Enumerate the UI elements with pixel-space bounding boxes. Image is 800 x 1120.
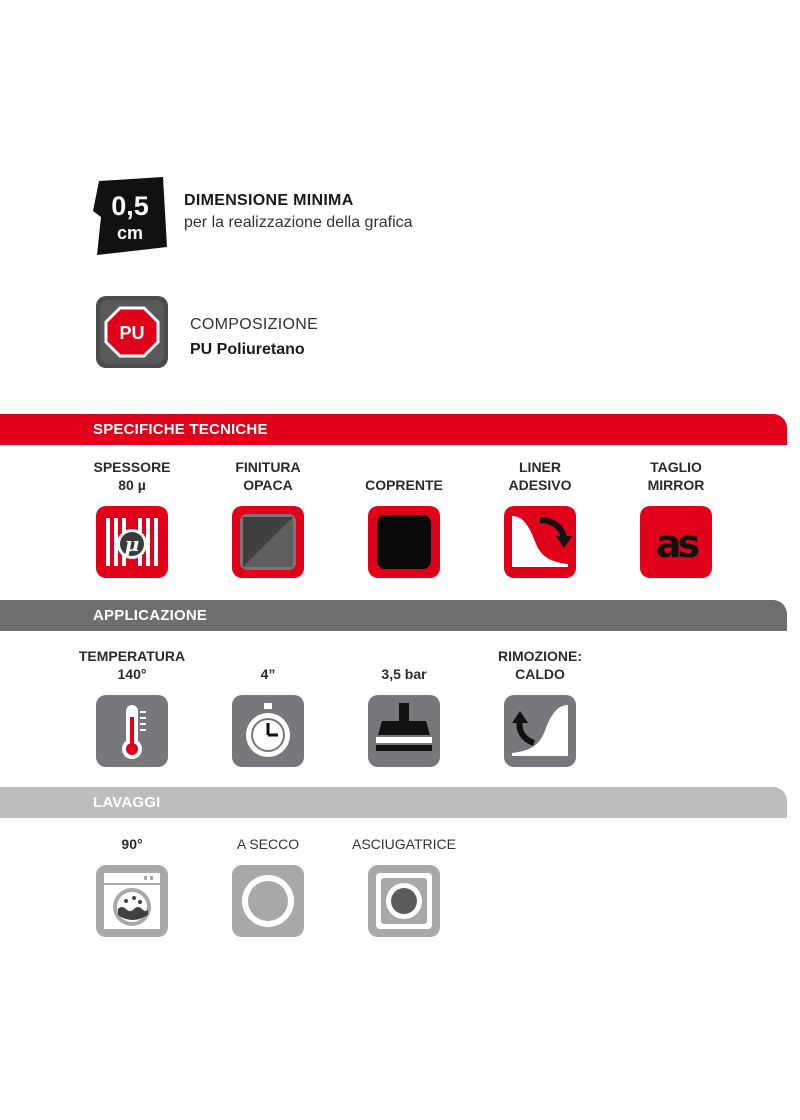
tumble-dryer-icon [368, 865, 440, 937]
spec-thickness-label [64, 458, 200, 494]
pu-composition-icon [96, 296, 168, 368]
adhesive-liner-icon [504, 506, 576, 578]
section-title-washing: LAVAGGI [93, 794, 161, 811]
app-temperature-label [64, 647, 200, 683]
app-removal-line1: RIMOZIONE: [498, 648, 582, 664]
stopwatch-icon [232, 695, 304, 767]
spec-thickness-line2: 80 µ [118, 477, 146, 493]
spec-liner-line1: LINER [519, 459, 561, 475]
spec-mirror-line1: TAGLIO [650, 459, 702, 475]
spec-finish-label [200, 458, 336, 494]
composition-title: COMPOSIZIONE [190, 316, 319, 333]
opaque-covering-icon [368, 506, 440, 578]
section-band-specs [0, 414, 787, 445]
min-size-subtitle: per la realizzazione della grafica [184, 214, 413, 231]
app-removal-label [472, 647, 608, 683]
spec-thickness-line1: SPESSORE [93, 459, 171, 475]
app-time-label [200, 647, 336, 683]
hot-peel-icon [504, 695, 576, 767]
wash-tumble-dryer-label: ASCIUGATRICE [352, 836, 456, 852]
spec-liner-line2: ADESIVO [508, 477, 572, 493]
app-temperature-line1: TEMPERATURA [78, 648, 186, 664]
thermometer-icon [96, 695, 168, 767]
mirror-cut-icon [640, 506, 712, 578]
spec-finish-line1: FINITURA [235, 459, 301, 475]
thickness-micron-icon [96, 506, 168, 578]
mirror-cut-icon-text: as [655, 522, 697, 566]
app-pressure-label [336, 647, 472, 683]
washing-90-icon [96, 865, 168, 937]
heat-press-icon [368, 695, 440, 767]
matte-finish-icon [232, 506, 304, 578]
min-size-badge-unit: cm [116, 223, 144, 243]
spec-finish-line2: OPACA [243, 477, 293, 493]
wash-90-label: 90° [121, 836, 143, 852]
section-title-application: APPLICAZIONE [93, 607, 208, 624]
dry-clean-icon [232, 865, 304, 937]
section-band-application [0, 600, 787, 631]
app-temperature-line2: 140° [117, 666, 147, 682]
min-size-title: DIMENSIONE MINIMA [184, 192, 354, 209]
wash-dry-clean-label: A SECCO [236, 836, 300, 852]
section-title-specs: SPECIFICHE TECNICHE [93, 421, 268, 438]
spec-liner-label [472, 458, 608, 494]
min-size-badge-value: 0,5 [111, 191, 149, 221]
app-pressure-line2: 3,5 bar [381, 666, 427, 682]
spec-covering-label [336, 458, 472, 494]
app-removal-line2: CALDO [515, 666, 565, 682]
spec-covering-line2: COPRENTE [365, 477, 443, 493]
composition-value: PU Poliuretano [190, 341, 305, 358]
min-size-badge-icon [93, 177, 167, 255]
svg-text:μ: μ [124, 532, 140, 556]
app-time-line2: 4” [260, 666, 276, 682]
spec-mirror-label [608, 458, 744, 494]
pu-badge-text: PU [119, 323, 145, 343]
section-band-washing [0, 787, 787, 818]
spec-mirror-line2: MIRROR [647, 477, 705, 493]
